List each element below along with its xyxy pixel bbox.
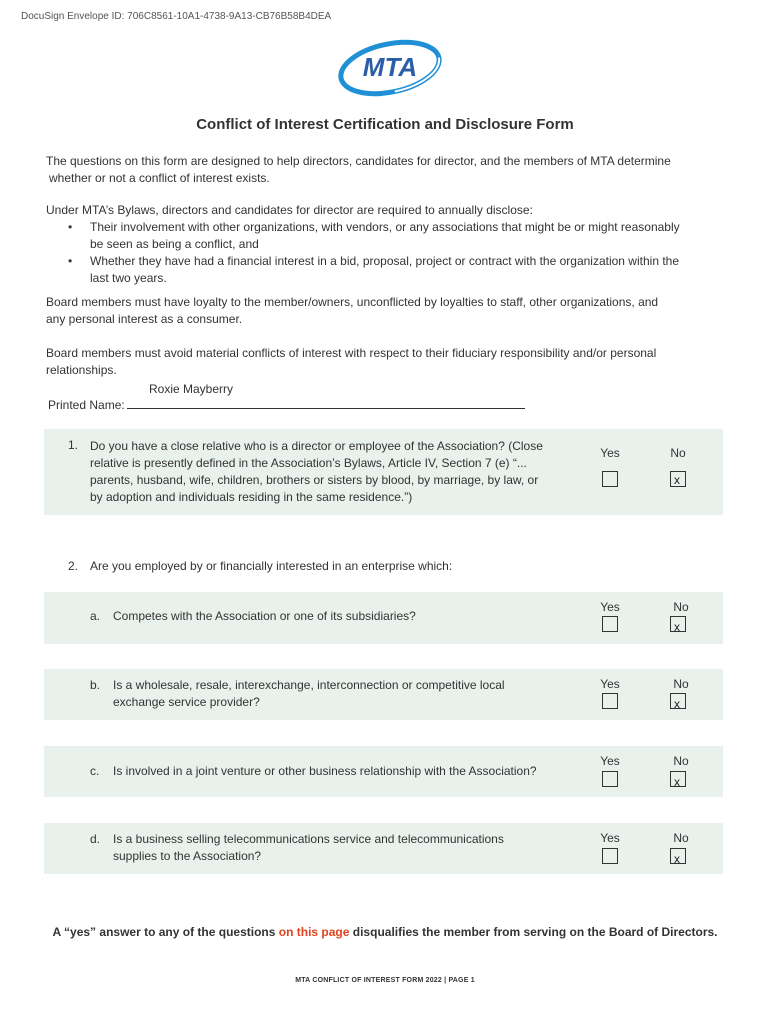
bullet-item bbox=[46, 219, 726, 253]
question-1-line: relative is presently defined in the Association’s Bylaws, Article IV, Section 7 (e) “... bbox=[90, 456, 527, 470]
avoid-line-2: relationships. bbox=[46, 363, 117, 377]
printed-name-line bbox=[127, 397, 525, 409]
avoid-paragraph bbox=[46, 345, 726, 379]
question-2a-yes-label: Yes bbox=[600, 600, 620, 614]
question-2c-no-checkbox[interactable] bbox=[670, 771, 686, 787]
intro-line-1: The questions on this form are designed to help directors, candidates for director, and the members of MTA determine bbox=[46, 154, 671, 168]
question-2a-letter: a. bbox=[90, 609, 101, 623]
question-2b-yes-checkbox[interactable] bbox=[602, 693, 618, 709]
question-2d-no-label: No bbox=[673, 831, 689, 845]
question-2a-line-1: Competes with the Association or one of its subsidiaries? bbox=[113, 609, 416, 623]
question-2b-yes-label: Yes bbox=[600, 677, 620, 691]
question-2d-letter: d. bbox=[90, 832, 101, 846]
question-2b-letter: b. bbox=[90, 678, 101, 692]
question-1-line: parents, husband, wife, children, brothers or sisters by blood, by marriage, by law, or bbox=[90, 473, 539, 487]
question-1-no-checkbox[interactable] bbox=[670, 471, 686, 487]
bullet-line-1: Their involvement with other organizations, with vendors, or any associations that might be or might reasonably bbox=[90, 220, 680, 234]
question-2c-line-1: Is involved in a joint venture or other business relationship with the Association? bbox=[113, 764, 537, 778]
loyalty-paragraph bbox=[46, 294, 726, 328]
question-2a-text bbox=[113, 608, 583, 625]
logo-text: MTA bbox=[362, 52, 418, 82]
intro-line-2: whether or not a conflict of interest exists. bbox=[49, 171, 270, 185]
question-2c-no-label: No bbox=[673, 754, 689, 768]
question-1-text bbox=[90, 438, 580, 506]
question-1-no-label: No bbox=[670, 446, 686, 460]
question-2d-line-1: Is a business selling telecommunications service and telecommunications bbox=[113, 832, 504, 846]
note-highlight: on this page bbox=[278, 925, 350, 939]
question-2c-yes-checkbox[interactable] bbox=[602, 771, 618, 787]
bullet-dot: • bbox=[68, 220, 73, 234]
printed-name-label: Printed Name: bbox=[48, 398, 125, 412]
question-2-number: 2. bbox=[68, 559, 79, 573]
question-2a-no-checkbox[interactable] bbox=[670, 616, 686, 632]
question-1-number: 1. bbox=[68, 438, 79, 452]
bullet-line-1: Whether they have had a financial interest in a bid, proposal, project or contract with the organization within the bbox=[90, 254, 680, 268]
question-1-line: by adoption and individuals residing in the same residence.”) bbox=[90, 490, 413, 504]
printed-name-row bbox=[48, 397, 525, 412]
mta-logo bbox=[334, 36, 446, 100]
question-2a-yes-checkbox[interactable] bbox=[602, 616, 618, 632]
bullet-item bbox=[46, 253, 726, 287]
avoid-line-1: Board members must avoid material conflicts of interest with respect to their fiduciary responsibility and/or personal bbox=[46, 346, 657, 360]
question-2d-yes-label: Yes bbox=[600, 831, 620, 845]
question-2b-line-2: exchange service provider? bbox=[113, 695, 260, 709]
bullet-dot: • bbox=[68, 254, 73, 268]
question-2c-yes-label: Yes bbox=[600, 754, 620, 768]
disclosure-bullet-list bbox=[46, 219, 726, 287]
printed-name-value[interactable]: Roxie Mayberry bbox=[149, 382, 234, 396]
bullet-line-2: be seen as being a conflict, and bbox=[90, 237, 259, 251]
question-1-box bbox=[44, 429, 723, 515]
question-2d-line-2: supplies to the Association? bbox=[113, 849, 262, 863]
note-part-3: disqualifies the member from serving on the Board of Directors. bbox=[349, 925, 718, 939]
check-mark: x bbox=[674, 697, 680, 711]
check-mark: x bbox=[674, 852, 680, 866]
question-1-yes-label: Yes bbox=[600, 446, 620, 460]
page-footer: MTA CONFLICT OF INTEREST FORM 2022 | PAGE 1 bbox=[295, 977, 475, 984]
check-mark: x bbox=[674, 473, 680, 487]
question-1-line: Do you have a close relative who is a director or employee of the Association? (Close bbox=[90, 439, 543, 453]
check-mark: x bbox=[674, 620, 680, 634]
question-2b-line-1: Is a wholesale, resale, interexchange, interconnection or competitive local bbox=[113, 678, 505, 692]
question-2c-letter: c. bbox=[90, 764, 100, 778]
note-part-1: A “yes” answer to any of the questions bbox=[52, 925, 279, 939]
question-2c-box bbox=[44, 746, 723, 797]
question-2b-box bbox=[44, 669, 723, 720]
question-1-yes-checkbox[interactable] bbox=[602, 471, 618, 487]
question-2-text: Are you employed by or financially interested in an enterprise which: bbox=[90, 559, 453, 573]
loyalty-line-1: Board members must have loyalty to the member/owners, unconflicted by loyalties to staff, other organizations, and bbox=[46, 295, 659, 309]
question-2d-text bbox=[113, 831, 583, 865]
question-2d-box bbox=[44, 823, 723, 874]
question-2b-no-checkbox[interactable] bbox=[670, 693, 686, 709]
question-2d-no-checkbox[interactable] bbox=[670, 848, 686, 864]
question-2b-text bbox=[113, 677, 583, 711]
check-mark: x bbox=[674, 775, 680, 789]
form-title: Conflict of Interest Certification and Disclosure Form bbox=[196, 116, 574, 133]
question-2d-yes-checkbox[interactable] bbox=[602, 848, 618, 864]
bylaws-intro: Under MTA’s Bylaws, directors and candidates for director are required to annually disclose: bbox=[46, 203, 533, 217]
question-2b-no-label: No bbox=[673, 677, 689, 691]
docusign-envelope-id: DocuSign Envelope ID: 706C8561-10A1-4738-9A13-CB76B58B4DEA bbox=[21, 11, 332, 22]
bullet-line-2: last two years. bbox=[90, 271, 167, 285]
loyalty-line-2: any personal interest as a consumer. bbox=[46, 312, 243, 326]
question-2a-no-label: No bbox=[673, 600, 689, 614]
question-2a-box bbox=[44, 592, 723, 644]
question-2c-text bbox=[113, 763, 583, 780]
intro-paragraph bbox=[46, 153, 726, 187]
disqualification-note bbox=[0, 925, 770, 939]
